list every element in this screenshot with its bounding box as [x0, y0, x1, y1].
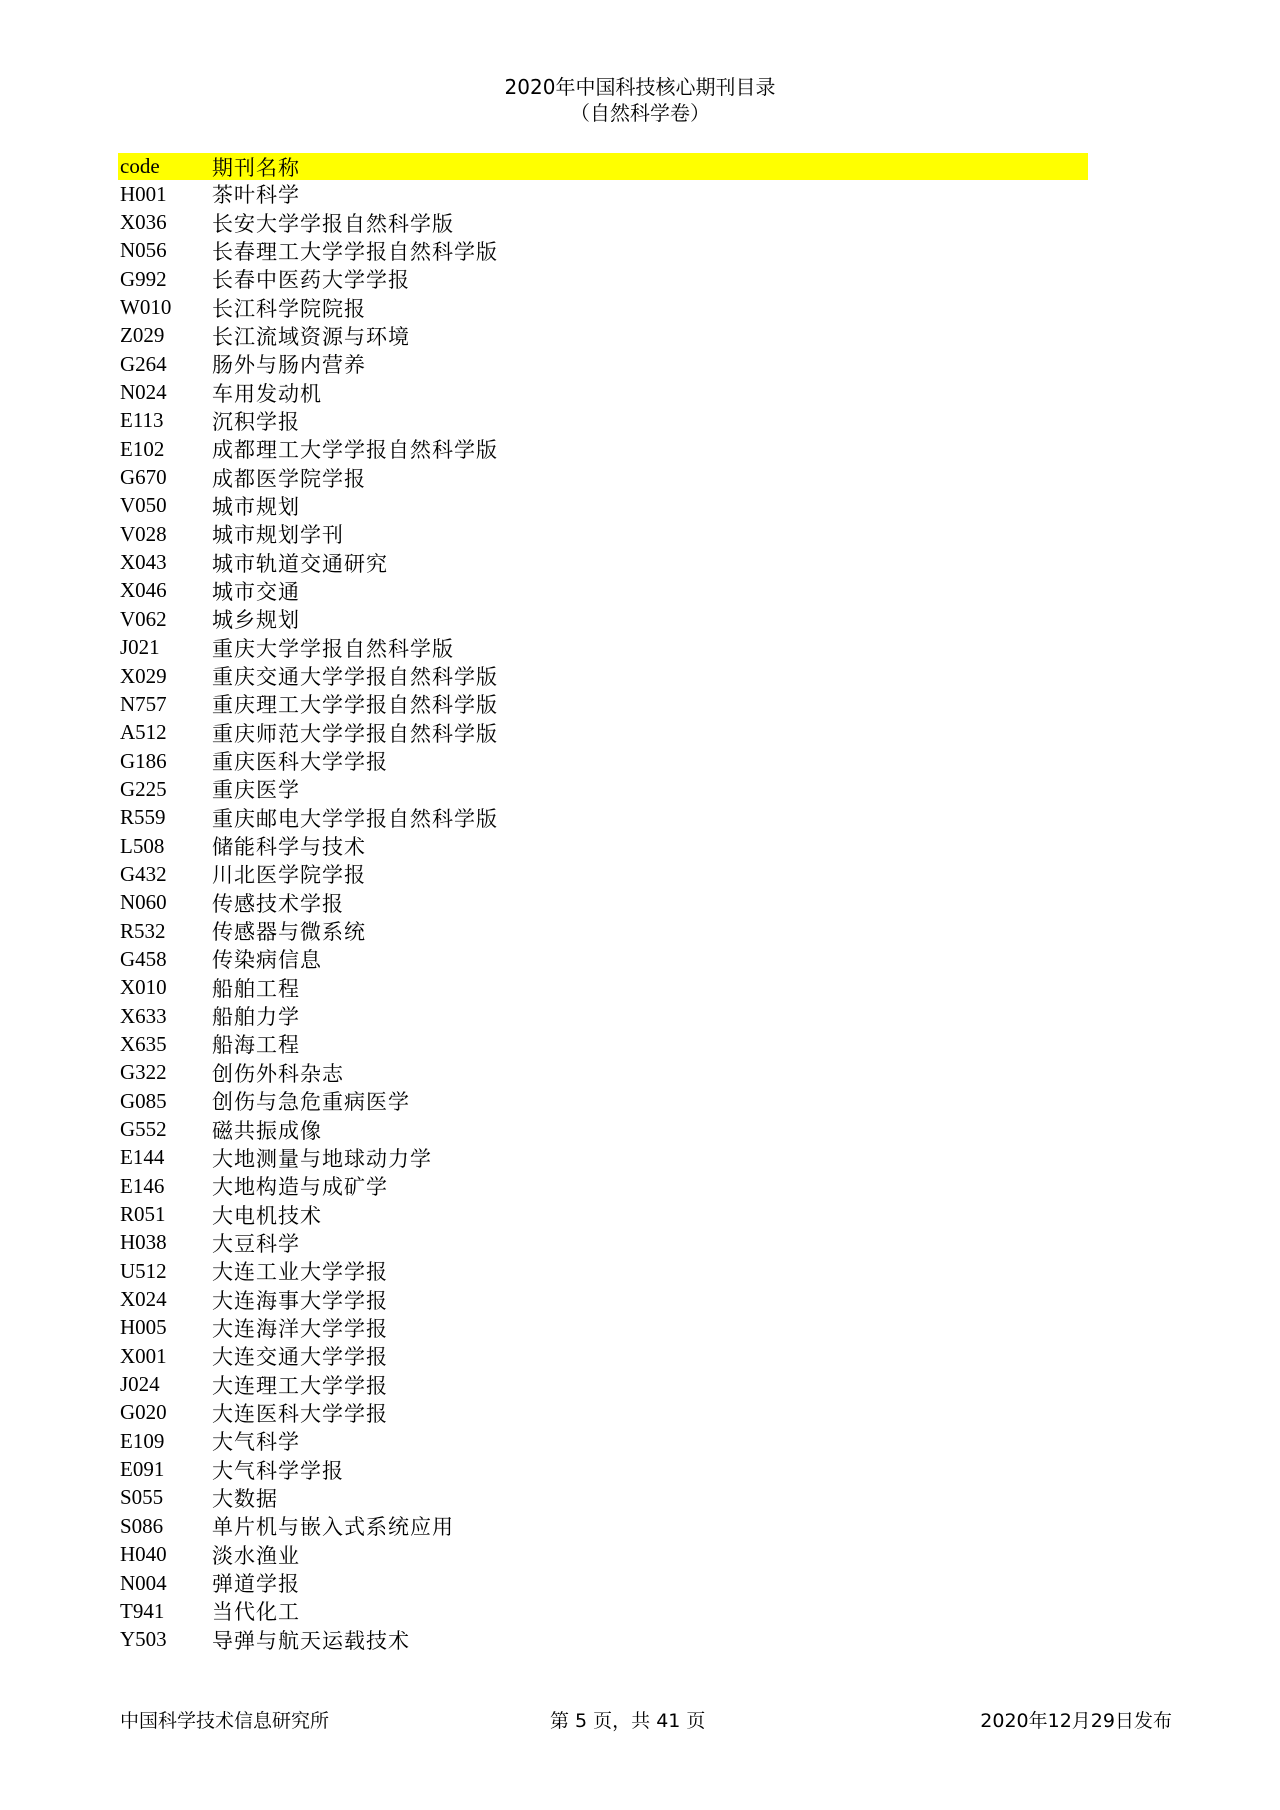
table-row: [118, 577, 1088, 605]
header-code: code: [120, 154, 160, 178]
table-row: [118, 1569, 1088, 1597]
journal-name: 重庆大学学报自然科学版: [212, 636, 454, 661]
journal-name: 大连海洋大学学报: [212, 1316, 388, 1341]
journal-code: X029: [120, 663, 167, 688]
journal-name: 沉积学报: [212, 409, 300, 434]
journal-code: G225: [120, 776, 167, 801]
table-row: [118, 747, 1088, 775]
table-row: [118, 804, 1088, 832]
journal-code: U512: [120, 1258, 167, 1283]
journal-name: 车用发动机: [212, 381, 322, 406]
header-name: 期刊名称: [212, 155, 300, 180]
page-title: [0, 74, 1280, 126]
title-line-1: 2020年中国科技核心期刊目录: [504, 75, 776, 99]
table-row: [118, 1512, 1088, 1540]
footer-publish-date: 2020年12月29日发布: [980, 1710, 1172, 1732]
journal-code: S055: [120, 1485, 164, 1510]
journal-name: 大地测量与地球动力学: [212, 1146, 432, 1171]
journal-name: 大连工业大学学报: [212, 1260, 388, 1285]
journal-name: 传染病信息: [212, 948, 322, 973]
journal-code: N757: [120, 691, 167, 716]
table-row: [118, 1172, 1088, 1200]
journal-code: N024: [120, 380, 167, 405]
journal-code: G322: [120, 1060, 167, 1085]
journal-code: H005: [120, 1315, 167, 1340]
journal-name: 大电机技术: [212, 1203, 322, 1228]
journal-name: 大气科学: [212, 1430, 300, 1455]
journal-name: 船舶工程: [212, 976, 300, 1001]
journal-code: Z029: [120, 323, 165, 348]
footer-publisher: 中国科学技术信息研究所: [120, 1710, 330, 1732]
journal-name: 大连理工大学学报: [212, 1373, 388, 1398]
table-row: [118, 1597, 1088, 1625]
table-row: [118, 1455, 1088, 1483]
journal-code: X010: [120, 975, 167, 1000]
journal-code: H001: [120, 181, 167, 206]
journal-code: L508: [120, 833, 165, 858]
table-row: [118, 407, 1088, 435]
journal-name: 城市轨道交通研究: [212, 551, 388, 576]
table-row: [118, 1087, 1088, 1115]
journal-name: 大连医科大学学报: [212, 1401, 388, 1426]
journal-code: E109: [120, 1428, 165, 1453]
journal-code: X036: [120, 210, 167, 235]
table-row: [118, 634, 1088, 662]
journal-name: 当代化工: [212, 1600, 300, 1625]
journal-name: 弹道学报: [212, 1572, 300, 1597]
footer-page-number: 第 5 页，共 41 页: [550, 1710, 706, 1732]
journal-name: 传感器与微系统: [212, 920, 366, 945]
table-row: [118, 1144, 1088, 1172]
journal-name: 重庆师范大学学报自然科学版: [212, 721, 498, 746]
journal-name: 大数据: [212, 1486, 278, 1511]
journal-code: E146: [120, 1173, 165, 1198]
journal-code: N060: [120, 890, 167, 915]
table-row: [118, 605, 1088, 633]
table-row: [118, 945, 1088, 973]
journal-code: G020: [120, 1400, 167, 1425]
table-row: [118, 1229, 1088, 1257]
journal-code: R051: [120, 1202, 166, 1227]
table-row: [118, 463, 1088, 491]
journal-name: 川北医学院学报: [212, 863, 366, 888]
table-row: [118, 435, 1088, 463]
table-row: [118, 1399, 1088, 1427]
journal-name: 城市交通: [212, 579, 300, 604]
table-row: [118, 208, 1088, 236]
table-row: [118, 520, 1088, 548]
journal-code: E091: [120, 1457, 165, 1482]
table-row: [118, 690, 1088, 718]
journal-name: 长江流域资源与环境: [212, 324, 410, 349]
table-row: [118, 180, 1088, 208]
table-row: [118, 350, 1088, 378]
table-header-row: [118, 153, 1088, 180]
table-row: [118, 1342, 1088, 1370]
journal-name: 城市规划学刊: [212, 523, 344, 548]
journal-code: N004: [120, 1570, 167, 1595]
journal-name: 重庆邮电大学学报自然科学版: [212, 806, 498, 831]
journal-name: 重庆医学: [212, 778, 300, 803]
journal-name: 城乡规划: [212, 608, 300, 633]
journal-name: 创伤与急危重病医学: [212, 1090, 410, 1115]
journal-code: G264: [120, 351, 167, 376]
table-row: [118, 1314, 1088, 1342]
journal-name: 成都理工大学学报自然科学版: [212, 438, 498, 463]
journal-name: 船舶力学: [212, 1005, 300, 1030]
table-row: [118, 1059, 1088, 1087]
table-row: [118, 237, 1088, 265]
journal-name: 重庆交通大学学报自然科学版: [212, 665, 498, 690]
journal-name: 传感技术学报: [212, 891, 344, 916]
journal-code: G670: [120, 465, 167, 490]
journal-code: G552: [120, 1117, 167, 1142]
journal-name: 船海工程: [212, 1033, 300, 1058]
table-row: [118, 1427, 1088, 1455]
journal-code: A512: [120, 720, 167, 745]
journal-code: R532: [120, 918, 166, 943]
table-row: [118, 1285, 1088, 1313]
table-row: [118, 1541, 1088, 1569]
journal-code: E102: [120, 436, 165, 461]
journal-name: 大连交通大学学报: [212, 1345, 388, 1370]
journal-code: E113: [120, 408, 164, 433]
journal-code: G186: [120, 748, 167, 773]
table-row: [118, 832, 1088, 860]
table-row: [118, 492, 1088, 520]
journal-name: 重庆理工大学学报自然科学版: [212, 693, 498, 718]
journal-code: E144: [120, 1145, 165, 1170]
journal-name: 长春中医药大学学报: [212, 268, 410, 293]
journal-code: J024: [120, 1372, 160, 1397]
table-row: [118, 1115, 1088, 1143]
journal-name: 肠外与肠内营养: [212, 353, 366, 378]
journal-code: V062: [120, 606, 167, 631]
journal-code: H038: [120, 1230, 167, 1255]
journal-name: 长春理工大学学报自然科学版: [212, 239, 498, 264]
journal-code: G458: [120, 946, 167, 971]
journal-code: X635: [120, 1031, 167, 1056]
journal-code: V028: [120, 521, 167, 546]
journal-code: X633: [120, 1003, 167, 1028]
journal-name: 导弹与航天运载技术: [212, 1628, 410, 1653]
journal-name: 长江科学院院报: [212, 296, 366, 321]
journal-name: 储能科学与技术: [212, 835, 366, 860]
table-row: [118, 1030, 1088, 1058]
journal-code: J021: [120, 635, 160, 660]
journal-name: 长安大学学报自然科学版: [212, 211, 454, 236]
journal-code: V050: [120, 493, 167, 518]
table-row: [118, 265, 1088, 293]
table-row: [118, 719, 1088, 747]
table-row: [118, 1626, 1088, 1654]
journal-code: G432: [120, 861, 167, 886]
journal-code: G085: [120, 1088, 167, 1113]
table-row: [118, 378, 1088, 406]
journal-name: 重庆医科大学学报: [212, 750, 388, 775]
table-row: [118, 889, 1088, 917]
table-row: [118, 548, 1088, 576]
journal-name: 大地构造与成矿学: [212, 1175, 388, 1200]
journal-code: X043: [120, 550, 167, 575]
journal-code: X046: [120, 578, 167, 603]
journal-code: X024: [120, 1287, 167, 1312]
journal-name: 创伤外科杂志: [212, 1061, 344, 1086]
journal-code: W010: [120, 295, 172, 320]
journal-name: 磁共振成像: [212, 1118, 322, 1143]
journal-name: 淡水渔业: [212, 1543, 300, 1568]
journal-code: G992: [120, 266, 167, 291]
journal-code: R559: [120, 805, 166, 830]
table-row: [118, 322, 1088, 350]
journal-code: T941: [120, 1598, 165, 1623]
journal-name: 大连海事大学学报: [212, 1288, 388, 1313]
journal-name: 单片机与嵌入式系统应用: [212, 1515, 454, 1540]
journal-code: H040: [120, 1542, 167, 1567]
journal-name: 大气科学学报: [212, 1458, 344, 1483]
journal-code: N056: [120, 238, 167, 263]
title-line-2: （自然科学卷）: [570, 101, 710, 125]
table-row: [118, 1200, 1088, 1228]
table-row: [118, 293, 1088, 321]
journal-code: Y503: [120, 1627, 167, 1652]
table-row: [118, 974, 1088, 1002]
journal-code: S086: [120, 1513, 164, 1538]
table-row: [118, 775, 1088, 803]
table-row: [118, 917, 1088, 945]
table-row: [118, 1370, 1088, 1398]
table-body: [118, 180, 1088, 1654]
journal-name: 成都医学院学报: [212, 466, 366, 491]
journal-code: X001: [120, 1343, 167, 1368]
table-row: [118, 1002, 1088, 1030]
journal-name: 大豆科学: [212, 1231, 300, 1256]
journal-name: 城市规划: [212, 494, 300, 519]
journal-table: [118, 153, 1088, 1654]
table-row: [118, 662, 1088, 690]
page-footer: [0, 1706, 1280, 1736]
journal-name: 茶叶科学: [212, 183, 300, 208]
table-row: [118, 860, 1088, 888]
table-row: [118, 1484, 1088, 1512]
table-row: [118, 1257, 1088, 1285]
